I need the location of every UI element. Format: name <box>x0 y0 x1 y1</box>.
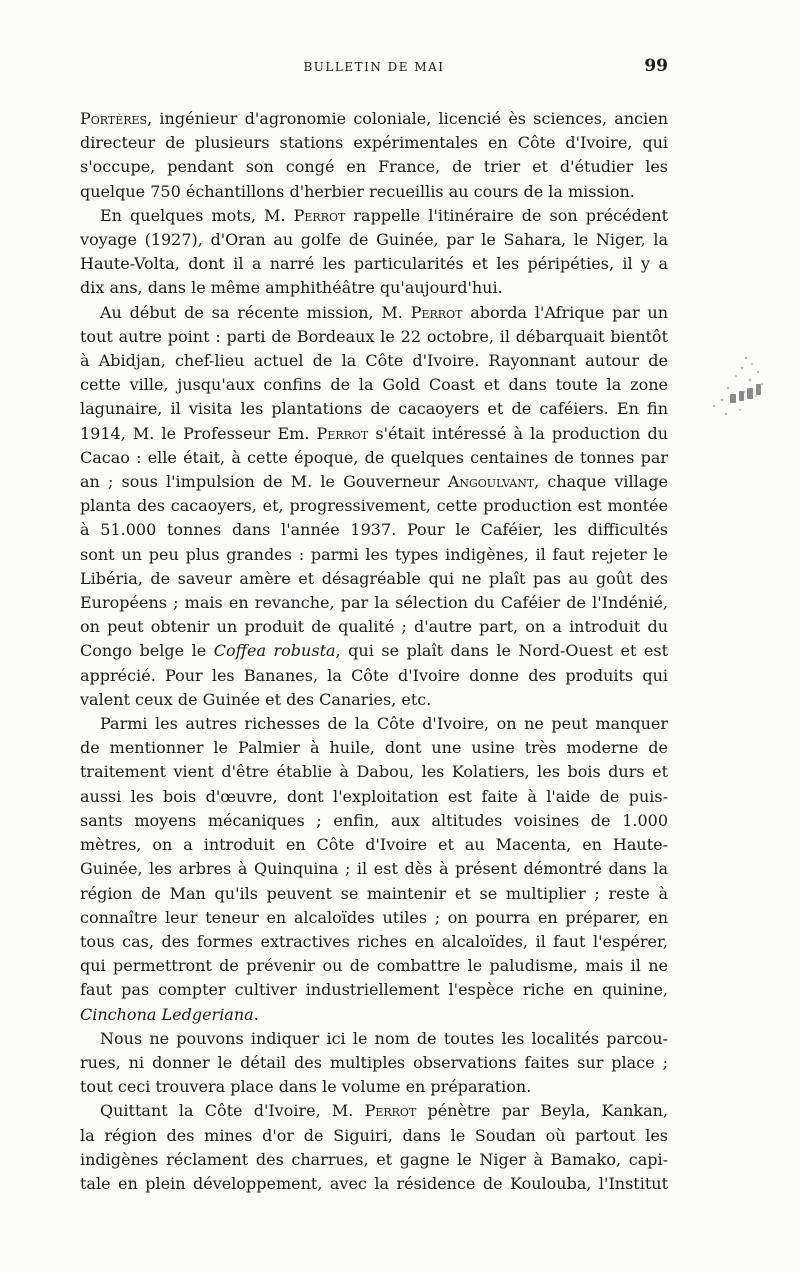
text-line <box>80 688 668 712</box>
text-line <box>80 518 668 542</box>
text-line <box>80 543 668 567</box>
text-segment: mètres, on a introduit en Côte d'Ivoire et au Macenta, en Haute- <box>80 835 668 855</box>
author-name: Perrot <box>410 302 463 322</box>
text-line <box>80 809 668 833</box>
text-segment: connaître leur teneur en alcaloïdes utiles ; on pourra en préparer, en <box>80 907 668 927</box>
text-segment: Nous ne pouvons indiquer ici le nom de toutes les localités parcou- <box>100 1028 668 1048</box>
text-line <box>80 760 668 784</box>
author-name: Perrot <box>316 423 369 443</box>
text-line <box>80 1027 668 1051</box>
text-segment: , chaque village <box>534 472 668 492</box>
text-line <box>80 397 668 421</box>
text-segment: voyage (1927), d'Oran au golfe de Guinée, par le Sahara, le Niger, la <box>80 230 668 250</box>
text-segment: sont un peu plus grandes : parmi les types indigènes, il faut rejeter le <box>80 544 668 564</box>
text-line <box>80 639 668 663</box>
text-line <box>80 155 668 179</box>
text-segment: tout autre point : parti de Bordeaux le 22 octobre, il débarquait bientôt <box>80 326 668 346</box>
text-segment: qui permettront de prévenir ou de combattre le paludisme, mais il ne <box>80 956 668 976</box>
text-line <box>80 1148 668 1172</box>
text-segment: de mentionner le Palmier à huile, dont une usine très moderne de <box>80 738 668 758</box>
text-line <box>80 180 668 204</box>
text-segment: sants moyens mécaniques ; enfin, aux altitudes voisines de 1.000 <box>80 810 668 830</box>
text-line <box>80 1051 668 1075</box>
text-line <box>80 954 668 978</box>
text-segment: 1914, M. le Professeur Em. <box>80 423 317 443</box>
text-line <box>80 833 668 857</box>
text-segment: Guinée, les arbres à Quinquina ; il est dès à présent démontré dans la <box>80 859 668 879</box>
text-line <box>80 1003 668 1027</box>
text-segment: à 51.000 tonnes dans l'année 1937. Pour le Caféier, les difficultés <box>80 520 668 540</box>
text-segment: pénètre par Beyla, Kankan, <box>416 1101 669 1121</box>
text-segment: Haute-Volta, dont il a narré les particularités et les péripéties, il y a <box>80 254 668 274</box>
text-line <box>80 615 668 639</box>
text-segment: région de Man qu'ils peuvent se maintenir et se multiplier ; reste à <box>80 883 668 903</box>
text-segment: directeur de plusieurs stations expérimentales en Côte d'Ivoire, qui <box>80 133 668 153</box>
text-line <box>80 736 668 760</box>
text-line <box>80 494 668 518</box>
text-segment: tale en plein développement, avec la résidence de Koulouba, l'Institut <box>80 1173 668 1193</box>
text-segment: rappelle l'itinéraire de son précédent <box>345 205 668 225</box>
library-stamp-mark <box>706 354 766 424</box>
text-segment: aborda l'Afrique par un <box>462 302 669 322</box>
text-segment: . <box>253 1004 259 1024</box>
text-line <box>80 664 668 688</box>
text-segment: Libéria, de saveur amère et désagréable qui ne plaît pas au goût des <box>80 568 668 588</box>
text-segment: Cacao : elle était, à cette époque, de quelques centaines de tonnes par <box>80 447 668 467</box>
running-title: BULLETIN DE MAI <box>303 60 445 74</box>
text-line <box>80 131 668 155</box>
text-line <box>80 785 668 809</box>
text-line <box>80 591 668 615</box>
italic-term: Cinchona Ledgeriana <box>80 1004 254 1024</box>
text-line <box>80 470 668 494</box>
text-segment: s'était intéressé à la production du <box>368 423 668 443</box>
text-line <box>80 882 668 906</box>
text-segment: indigènes réclament des charrues, et gagne le Niger à Bamako, capi- <box>80 1149 668 1169</box>
text-segment: planta des cacaoyers, et, progressivement, cette production est montée <box>80 496 668 516</box>
author-name: Angoulvant <box>447 472 535 492</box>
text-segment: apprécié. Pour les Bananes, la Côte d'Ivoire donne des produits qui <box>80 665 668 685</box>
text-line <box>80 906 668 930</box>
text-segment: , qui se plaît dans le Nord-Ouest et est <box>335 641 669 661</box>
text-segment: faut pas compter cultiver industriellement l'espèce riche en quinine, <box>80 980 668 1000</box>
text-line <box>80 422 668 446</box>
text-segment: rues, ni donner le détail des multiples observations faites sur place ; <box>80 1052 668 1072</box>
text-segment: tous cas, des formes extractives riches en alcaloïdes, il faut l'espérer, <box>80 931 668 951</box>
text-line <box>80 1099 668 1123</box>
text-segment: Congo belge le <box>80 641 214 661</box>
text-segment: Parmi les autres richesses de la Côte d'Ivoire, on ne peut manquer <box>100 714 668 734</box>
text-line <box>80 1172 668 1196</box>
text-line <box>80 930 668 954</box>
page-number: 99 <box>644 56 668 76</box>
text-segment: Au début de sa récente mission, M. <box>100 302 411 322</box>
text-segment: quelque 750 échantillons d'herbier recueillis au cours de la mission. <box>80 181 635 201</box>
text-segment: Quittant la Côte d'Ivoire, M. <box>100 1101 365 1121</box>
author-name: Portères <box>80 109 148 128</box>
text-line <box>80 1124 668 1148</box>
text-segment: En quelques mots, M. <box>100 205 294 225</box>
text-line <box>80 204 668 228</box>
text-segment: on peut obtenir un produit de qualité ; d'autre part, on a introduit du <box>80 617 668 637</box>
text-line <box>80 276 668 300</box>
text-line <box>80 1075 668 1099</box>
text-line <box>80 978 668 1002</box>
page-header <box>80 56 668 84</box>
body-text <box>80 107 668 1196</box>
author-name: Perrot <box>364 1101 417 1121</box>
text-segment: la région des mines d'or de Siguiri, dans le Soudan où partout les <box>80 1125 668 1145</box>
text-line <box>80 349 668 373</box>
text-line <box>80 301 668 325</box>
text-segment: aussi les bois d'œuvre, dont l'exploitation est faite à l'aide de puis- <box>80 786 668 806</box>
text-line <box>80 325 668 349</box>
text-segment: , ingénieur d'agronomie coloniale, licencié ès sciences, ancien <box>147 109 668 128</box>
text-segment: cette ville, jusqu'aux confins de la Gold Coast et dans toute la zone <box>80 375 668 395</box>
text-line <box>80 857 668 881</box>
text-segment: Européens ; mais en revanche, par la sélection du Caféier de l'Indénié, <box>80 593 668 613</box>
text-segment: lagunaire, il visita les plantations de cacaoyers et de caféiers. En fin <box>80 399 668 419</box>
author-name: Perrot <box>293 205 346 225</box>
text-segment: s'occupe, pendant son congé en France, de trier et d'étudier les <box>80 157 668 177</box>
text-segment: à Abidjan, chef-lieu actuel de la Côte d'Ivoire. Rayonnant autour de <box>80 351 668 371</box>
text-line <box>80 712 668 736</box>
text-line <box>80 567 668 591</box>
text-segment: dix ans, dans le même amphithéâtre qu'aujourd'hui. <box>80 278 503 298</box>
text-line <box>80 252 668 276</box>
text-segment: traitement vient d'être établie à Dabou, les Kolatiers, les bois durs et <box>80 762 668 782</box>
text-segment: valent ceux de Guinée et des Canaries, etc. <box>80 689 432 709</box>
text-segment: an ; sous l'impulsion de M. le Gouverneur <box>80 472 448 492</box>
text-line <box>80 228 668 252</box>
text-line <box>80 373 668 397</box>
italic-term: Coffea robusta <box>213 641 336 661</box>
text-line <box>80 107 668 131</box>
text-line <box>80 446 668 470</box>
text-segment: tout ceci trouvera place dans le volume en préparation. <box>80 1077 532 1097</box>
